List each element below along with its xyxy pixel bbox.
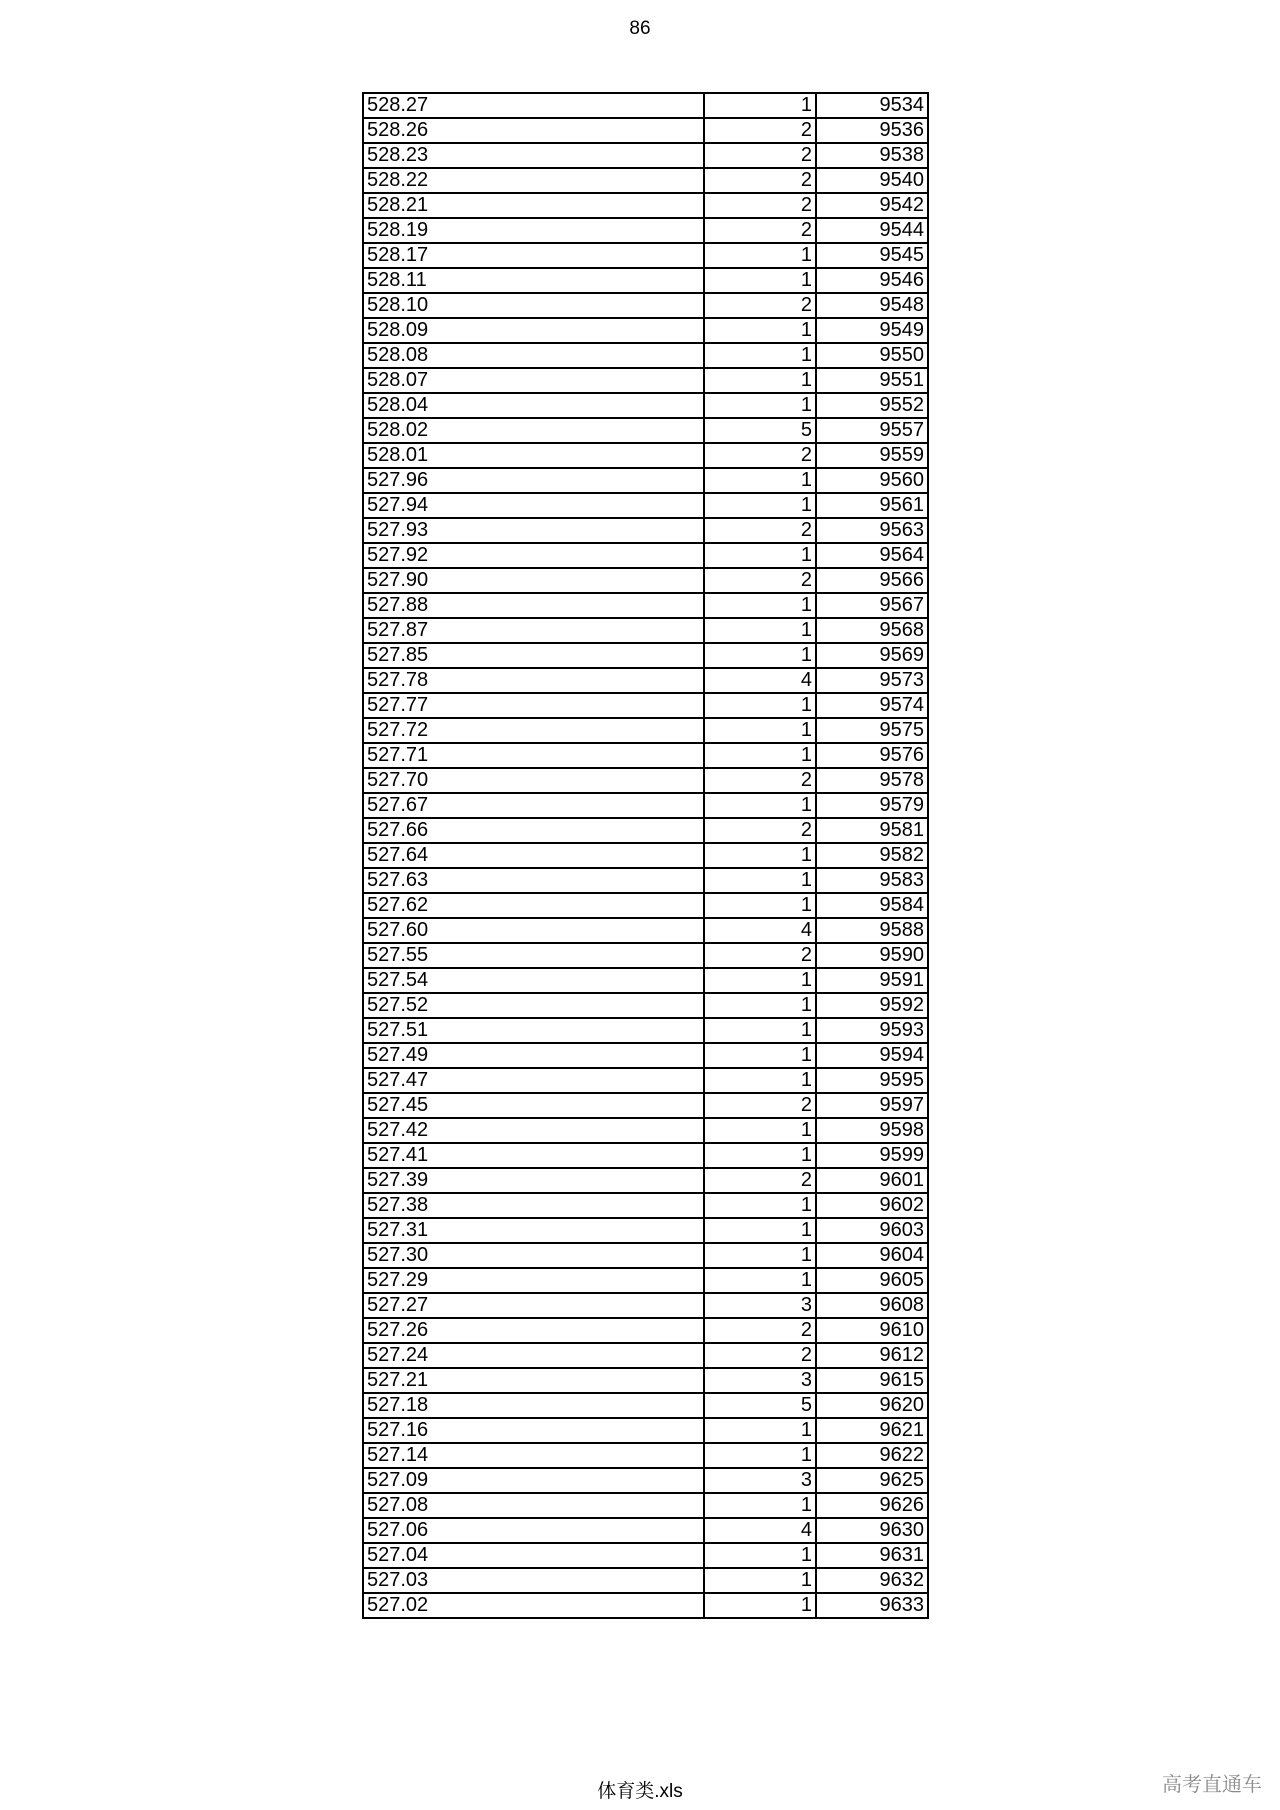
- cumulative-cell: 9573: [816, 668, 928, 693]
- table-row: [363, 843, 928, 868]
- cumulative-cell: 9620: [816, 1393, 928, 1418]
- count-cell: 2: [704, 1093, 816, 1118]
- count-cell: 1: [704, 343, 816, 368]
- table-row: [363, 543, 928, 568]
- count-cell: 1: [704, 93, 816, 118]
- cumulative-cell: 9538: [816, 143, 928, 168]
- count-cell: 1: [704, 393, 816, 418]
- count-cell: 2: [704, 568, 816, 593]
- cumulative-cell: 9601: [816, 1168, 928, 1193]
- count-cell: 2: [704, 518, 816, 543]
- table-row: [363, 518, 928, 543]
- score-cell: 527.14: [363, 1443, 704, 1468]
- cumulative-cell: 9548: [816, 293, 928, 318]
- count-cell: 1: [704, 1543, 816, 1568]
- count-cell: 1: [704, 243, 816, 268]
- score-cell: 527.41: [363, 1143, 704, 1168]
- table-row: [363, 1593, 928, 1618]
- count-cell: 1: [704, 693, 816, 718]
- cumulative-cell: 9588: [816, 918, 928, 943]
- score-cell: 527.93: [363, 518, 704, 543]
- cumulative-cell: 9540: [816, 168, 928, 193]
- score-cell: 527.06: [363, 1518, 704, 1543]
- count-cell: 1: [704, 968, 816, 993]
- score-table: [362, 92, 929, 1619]
- score-cell: 528.21: [363, 193, 704, 218]
- cumulative-cell: 9632: [816, 1568, 928, 1593]
- count-cell: 1: [704, 868, 816, 893]
- count-cell: 2: [704, 293, 816, 318]
- score-cell: 527.63: [363, 868, 704, 893]
- cumulative-cell: 9563: [816, 518, 928, 543]
- table-row: [363, 268, 928, 293]
- count-cell: 1: [704, 718, 816, 743]
- cumulative-cell: 9605: [816, 1268, 928, 1293]
- cumulative-cell: 9610: [816, 1318, 928, 1343]
- cumulative-cell: 9633: [816, 1593, 928, 1618]
- score-cell: 527.47: [363, 1068, 704, 1093]
- table-row: [363, 968, 928, 993]
- table-row: [363, 1568, 928, 1593]
- cumulative-cell: 9552: [816, 393, 928, 418]
- cumulative-cell: 9612: [816, 1343, 928, 1368]
- count-cell: 1: [704, 1143, 816, 1168]
- cumulative-cell: 9544: [816, 218, 928, 243]
- count-cell: 1: [704, 1043, 816, 1068]
- cumulative-cell: 9545: [816, 243, 928, 268]
- score-cell: 527.09: [363, 1468, 704, 1493]
- score-cell: 527.87: [363, 618, 704, 643]
- score-cell: 527.77: [363, 693, 704, 718]
- cumulative-cell: 9579: [816, 793, 928, 818]
- cumulative-cell: 9631: [816, 1543, 928, 1568]
- count-cell: 1: [704, 1118, 816, 1143]
- table-row: [363, 568, 928, 593]
- cumulative-cell: 9575: [816, 718, 928, 743]
- table-row: [363, 1468, 928, 1493]
- table-row: [363, 168, 928, 193]
- cumulative-cell: 9608: [816, 1293, 928, 1318]
- score-cell: 527.04: [363, 1543, 704, 1568]
- cumulative-cell: 9582: [816, 843, 928, 868]
- score-cell: 528.22: [363, 168, 704, 193]
- table-row: [363, 1043, 928, 1068]
- score-cell: 527.90: [363, 568, 704, 593]
- table-row: [363, 793, 928, 818]
- table-row: [363, 693, 928, 718]
- table-row: [363, 1493, 928, 1518]
- score-cell: 527.62: [363, 893, 704, 918]
- cumulative-cell: 9559: [816, 443, 928, 468]
- count-cell: 4: [704, 1518, 816, 1543]
- table-row: [363, 243, 928, 268]
- score-cell: 527.30: [363, 1243, 704, 1268]
- score-cell: 527.54: [363, 968, 704, 993]
- count-cell: 1: [704, 1218, 816, 1243]
- count-cell: 1: [704, 618, 816, 643]
- cumulative-cell: 9615: [816, 1368, 928, 1393]
- cumulative-cell: 9583: [816, 868, 928, 893]
- score-cell: 528.19: [363, 218, 704, 243]
- table-row: [363, 93, 928, 118]
- count-cell: 4: [704, 918, 816, 943]
- table-row: [363, 668, 928, 693]
- cumulative-cell: 9594: [816, 1043, 928, 1068]
- cumulative-cell: 9584: [816, 893, 928, 918]
- cumulative-cell: 9536: [816, 118, 928, 143]
- cumulative-cell: 9576: [816, 743, 928, 768]
- score-cell: 528.09: [363, 318, 704, 343]
- cumulative-cell: 9569: [816, 643, 928, 668]
- count-cell: 1: [704, 318, 816, 343]
- score-cell: 528.27: [363, 93, 704, 118]
- table-row: [363, 1118, 928, 1143]
- table-row: [363, 368, 928, 393]
- table-row: [363, 918, 928, 943]
- table-row: [363, 1268, 928, 1293]
- cumulative-cell: 9546: [816, 268, 928, 293]
- table-row: [363, 443, 928, 468]
- count-cell: 1: [704, 493, 816, 518]
- score-cell: 527.39: [363, 1168, 704, 1193]
- cumulative-cell: 9625: [816, 1468, 928, 1493]
- table-row: [363, 868, 928, 893]
- score-cell: 527.70: [363, 768, 704, 793]
- table-row: [363, 593, 928, 618]
- cumulative-cell: 9560: [816, 468, 928, 493]
- count-cell: 3: [704, 1293, 816, 1318]
- table-row: [363, 493, 928, 518]
- count-cell: 1: [704, 593, 816, 618]
- cumulative-cell: 9593: [816, 1018, 928, 1043]
- cumulative-cell: 9603: [816, 1218, 928, 1243]
- table-row: [363, 743, 928, 768]
- score-cell: 527.08: [363, 1493, 704, 1518]
- table-row: [363, 893, 928, 918]
- table-row: [363, 218, 928, 243]
- score-cell: 527.45: [363, 1093, 704, 1118]
- count-cell: 2: [704, 1343, 816, 1368]
- cumulative-cell: 9568: [816, 618, 928, 643]
- table-row: [363, 1318, 928, 1343]
- score-cell: 527.71: [363, 743, 704, 768]
- count-cell: 1: [704, 1193, 816, 1218]
- count-cell: 5: [704, 1393, 816, 1418]
- count-cell: 1: [704, 1443, 816, 1468]
- score-cell: 527.26: [363, 1318, 704, 1343]
- count-cell: 2: [704, 1168, 816, 1193]
- cumulative-cell: 9561: [816, 493, 928, 518]
- score-cell: 528.23: [363, 143, 704, 168]
- table-row: [363, 1368, 928, 1393]
- cumulative-cell: 9574: [816, 693, 928, 718]
- score-cell: 528.08: [363, 343, 704, 368]
- count-cell: 1: [704, 468, 816, 493]
- table-row: [363, 118, 928, 143]
- count-cell: 2: [704, 818, 816, 843]
- table-row: [363, 1543, 928, 1568]
- table-row: [363, 1293, 928, 1318]
- table-row: [363, 718, 928, 743]
- table-row: [363, 768, 928, 793]
- score-cell: 527.21: [363, 1368, 704, 1393]
- table-row: [363, 1193, 928, 1218]
- table-row: [363, 993, 928, 1018]
- cumulative-cell: 9592: [816, 993, 928, 1018]
- count-cell: 2: [704, 443, 816, 468]
- score-cell: 527.16: [363, 1418, 704, 1443]
- count-cell: 1: [704, 993, 816, 1018]
- cumulative-cell: 9581: [816, 818, 928, 843]
- table-row: [363, 1418, 928, 1443]
- watermark-text: 高考直通车: [1162, 1774, 1262, 1796]
- score-cell: 527.55: [363, 943, 704, 968]
- cumulative-cell: 9567: [816, 593, 928, 618]
- count-cell: 1: [704, 643, 816, 668]
- score-cell: 528.01: [363, 443, 704, 468]
- count-cell: 1: [704, 743, 816, 768]
- cumulative-cell: 9595: [816, 1068, 928, 1093]
- table-row: [363, 1393, 928, 1418]
- cumulative-cell: 9597: [816, 1093, 928, 1118]
- table-row: [363, 393, 928, 418]
- table-row: [363, 343, 928, 368]
- count-cell: 2: [704, 143, 816, 168]
- table-row: [363, 1093, 928, 1118]
- cumulative-cell: 9566: [816, 568, 928, 593]
- score-cell: 527.18: [363, 1393, 704, 1418]
- score-cell: 527.66: [363, 818, 704, 843]
- table-row: [363, 1243, 928, 1268]
- table-row: [363, 1068, 928, 1093]
- count-cell: 1: [704, 368, 816, 393]
- count-cell: 1: [704, 543, 816, 568]
- score-cell: 527.31: [363, 1218, 704, 1243]
- count-cell: 1: [704, 268, 816, 293]
- count-cell: 2: [704, 218, 816, 243]
- count-cell: 3: [704, 1468, 816, 1493]
- table-row: [363, 818, 928, 843]
- count-cell: 1: [704, 893, 816, 918]
- score-cell: 527.72: [363, 718, 704, 743]
- count-cell: 2: [704, 1318, 816, 1343]
- cumulative-cell: 9534: [816, 93, 928, 118]
- count-cell: 2: [704, 768, 816, 793]
- score-cell: 528.26: [363, 118, 704, 143]
- count-cell: 2: [704, 168, 816, 193]
- score-cell: 527.85: [363, 643, 704, 668]
- table-row: [363, 1143, 928, 1168]
- table-row: [363, 1168, 928, 1193]
- cumulative-cell: 9591: [816, 968, 928, 993]
- table-body: [363, 93, 928, 1618]
- score-cell: 527.49: [363, 1043, 704, 1068]
- score-cell: 527.03: [363, 1568, 704, 1593]
- score-cell: 527.27: [363, 1293, 704, 1318]
- cumulative-cell: 9564: [816, 543, 928, 568]
- score-cell: 528.02: [363, 418, 704, 443]
- score-cell: 527.92: [363, 543, 704, 568]
- cumulative-cell: 9621: [816, 1418, 928, 1443]
- cumulative-cell: 9604: [816, 1243, 928, 1268]
- cumulative-cell: 9549: [816, 318, 928, 343]
- score-cell: 527.52: [363, 993, 704, 1018]
- cumulative-cell: 9630: [816, 1518, 928, 1543]
- cumulative-cell: 9602: [816, 1193, 928, 1218]
- table-row: [363, 1343, 928, 1368]
- score-cell: 527.64: [363, 843, 704, 868]
- count-cell: 1: [704, 1493, 816, 1518]
- table-row: [363, 293, 928, 318]
- table-row: [363, 468, 928, 493]
- count-cell: 3: [704, 1368, 816, 1393]
- count-cell: 1: [704, 1018, 816, 1043]
- score-cell: 527.29: [363, 1268, 704, 1293]
- score-cell: 528.10: [363, 293, 704, 318]
- table-row: [363, 318, 928, 343]
- page-number: 86: [629, 18, 651, 39]
- score-cell: 527.51: [363, 1018, 704, 1043]
- table-row: [363, 418, 928, 443]
- count-cell: 2: [704, 118, 816, 143]
- cumulative-cell: 9622: [816, 1443, 928, 1468]
- cumulative-cell: 9578: [816, 768, 928, 793]
- score-cell: 527.38: [363, 1193, 704, 1218]
- score-cell: 527.67: [363, 793, 704, 818]
- count-cell: 1: [704, 843, 816, 868]
- count-cell: 1: [704, 1068, 816, 1093]
- cumulative-cell: 9598: [816, 1118, 928, 1143]
- footer-filename: 体育类.xls: [597, 1781, 683, 1802]
- count-cell: 2: [704, 943, 816, 968]
- score-cell: 528.07: [363, 368, 704, 393]
- table-row: [363, 193, 928, 218]
- count-cell: 2: [704, 193, 816, 218]
- count-cell: 1: [704, 1418, 816, 1443]
- score-cell: 527.94: [363, 493, 704, 518]
- count-cell: 1: [704, 793, 816, 818]
- score-cell: 527.42: [363, 1118, 704, 1143]
- score-cell: 527.02: [363, 1593, 704, 1618]
- score-cell: 527.78: [363, 668, 704, 693]
- table-row: [363, 618, 928, 643]
- count-cell: 1: [704, 1568, 816, 1593]
- count-cell: 4: [704, 668, 816, 693]
- table-row: [363, 1018, 928, 1043]
- table-row: [363, 643, 928, 668]
- table-row: [363, 1443, 928, 1468]
- cumulative-cell: 9590: [816, 943, 928, 968]
- cumulative-cell: 9551: [816, 368, 928, 393]
- score-cell: 528.17: [363, 243, 704, 268]
- score-cell: 527.60: [363, 918, 704, 943]
- cumulative-cell: 9626: [816, 1493, 928, 1518]
- score-cell: 527.96: [363, 468, 704, 493]
- cumulative-cell: 9599: [816, 1143, 928, 1168]
- count-cell: 1: [704, 1593, 816, 1618]
- count-cell: 1: [704, 1268, 816, 1293]
- table-row: [363, 143, 928, 168]
- score-cell: 528.04: [363, 393, 704, 418]
- score-cell: 527.88: [363, 593, 704, 618]
- cumulative-cell: 9557: [816, 418, 928, 443]
- table-row: [363, 1518, 928, 1543]
- table-row: [363, 1218, 928, 1243]
- count-cell: 1: [704, 1243, 816, 1268]
- cumulative-cell: 9542: [816, 193, 928, 218]
- count-cell: 5: [704, 418, 816, 443]
- cumulative-cell: 9550: [816, 343, 928, 368]
- score-cell: 528.11: [363, 268, 704, 293]
- score-cell: 527.24: [363, 1343, 704, 1368]
- table-row: [363, 943, 928, 968]
